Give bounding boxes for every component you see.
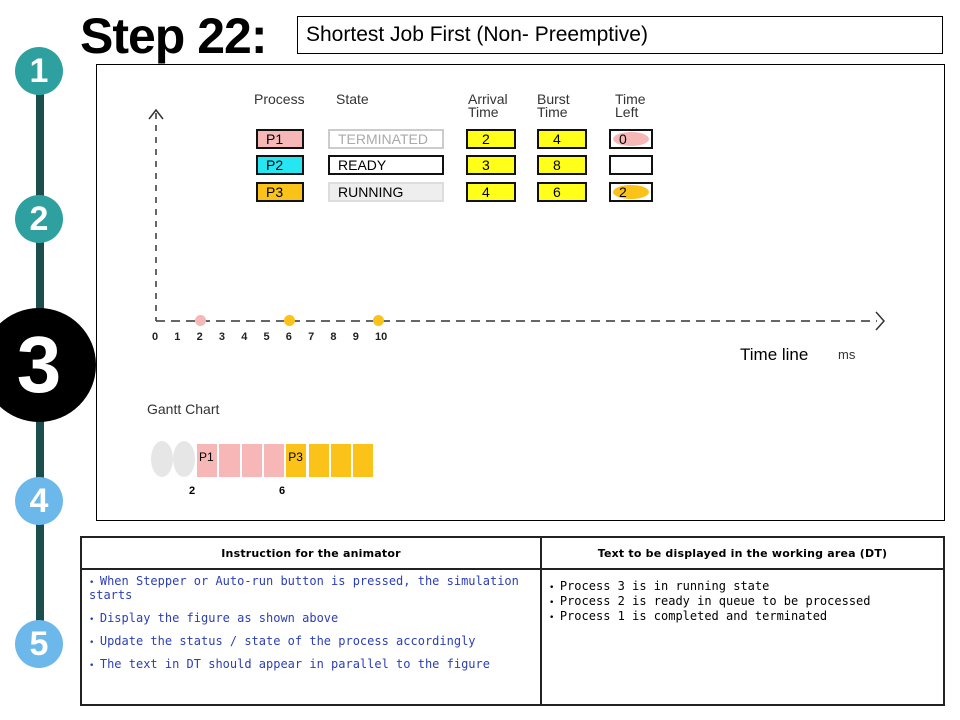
timeline-marker-dot (284, 315, 295, 326)
timeline-tick-label: 8 (330, 331, 337, 343)
arrival-cell-p2: 3 (466, 155, 516, 175)
instruction-item: • Update the status / state of the process accordingly (89, 634, 476, 648)
state-column-header: State (336, 91, 369, 107)
gantt-cell-p3 (330, 443, 352, 478)
animator-notes-table (80, 536, 945, 706)
state-cell-p3: RUNNING (328, 182, 444, 202)
process-cell-p1: P1 (256, 129, 304, 149)
process-cell-p2: P2 (256, 155, 304, 175)
dt-item: • Process 2 is ready in queue to be processed (549, 594, 871, 608)
state-cell-p1: TERMINATED (328, 129, 444, 149)
gantt-chart-title: Gantt Chart (147, 401, 220, 417)
step-4-indicator[interactable]: 4 (15, 477, 63, 525)
step-2-indicator[interactable]: 2 (15, 195, 63, 243)
timeline-tick-label: 6 (285, 331, 292, 343)
gantt-cell-p1 (263, 443, 285, 478)
instruction-item: • Display the figure as shown above (89, 611, 339, 625)
timeline-tick-label: 1 (174, 331, 181, 343)
gantt-cell-p1 (218, 443, 240, 478)
gantt-cell-p1 (241, 443, 263, 478)
timeline-tick-label: 4 (241, 331, 248, 343)
step-3-indicator-active[interactable]: 3 (0, 308, 96, 422)
gantt-cell-p3: P3 (285, 443, 307, 478)
gantt-cell-p3 (352, 443, 374, 478)
dt-header: Text to be displayed in the working area (DT) (541, 537, 944, 569)
arrival-column-header: Arrival Time (468, 91, 508, 120)
instruction-header: Instruction for the animator (81, 537, 541, 569)
instruction-item: • The text in DT should appear in parallel to the figure (89, 657, 490, 671)
gantt-placeholder (151, 441, 173, 477)
timeline-tick-label: 0 (152, 331, 159, 343)
timeline-tick-label: 7 (308, 331, 315, 343)
timeline-tick-label: 5 (263, 331, 270, 343)
timeline-tick-label: 2 (196, 331, 203, 343)
process-cell-p3: P3 (256, 182, 304, 202)
process-column-header: Process (254, 91, 305, 107)
dt-item: • Process 1 is completed and terminated (549, 609, 828, 623)
timeline-label: Time line (740, 345, 809, 364)
state-cell-p2: READY (328, 155, 444, 175)
gantt-cell-p1: P1 (196, 443, 218, 478)
timeline-tick-label: 10 (375, 331, 388, 343)
timeline-tick-label: 9 (352, 331, 359, 343)
timeline-marker-dot (195, 315, 206, 326)
burst-column-header: Burst Time (537, 91, 570, 120)
burst-cell-p1: 4 (537, 129, 587, 149)
gantt-time-label: 2 (189, 485, 196, 497)
step-5-indicator[interactable]: 5 (15, 620, 63, 668)
burst-cell-p3: 6 (537, 182, 587, 202)
gantt-time-label: 6 (279, 485, 286, 497)
arrival-cell-p3: 4 (466, 182, 516, 202)
time-left-cell-p1: 0 (609, 129, 653, 149)
timeline-unit: ms (838, 347, 856, 362)
dt-cell (541, 569, 944, 705)
burst-cell-p2: 8 (537, 155, 587, 175)
gantt-placeholder (173, 441, 195, 477)
algorithm-title: Shortest Job First (Non- Preemptive) (297, 16, 943, 54)
instruction-item: • When Stepper or Auto-run button is pressed, the simulation starts (89, 574, 519, 602)
timeline-marker-dot (373, 315, 384, 326)
timeline-tick-label: 3 (218, 331, 226, 343)
time-left-column-header: Time Left (615, 91, 646, 120)
step-title: Step 22: (80, 8, 267, 64)
arrival-cell-p1: 2 (466, 129, 516, 149)
instruction-cell (81, 569, 541, 705)
step-1-indicator[interactable]: 1 (15, 47, 63, 95)
dt-item: • Process 3 is in running state (549, 579, 770, 593)
gantt-cell-p3 (308, 443, 330, 478)
time-left-cell-p3: 2 (609, 182, 653, 202)
